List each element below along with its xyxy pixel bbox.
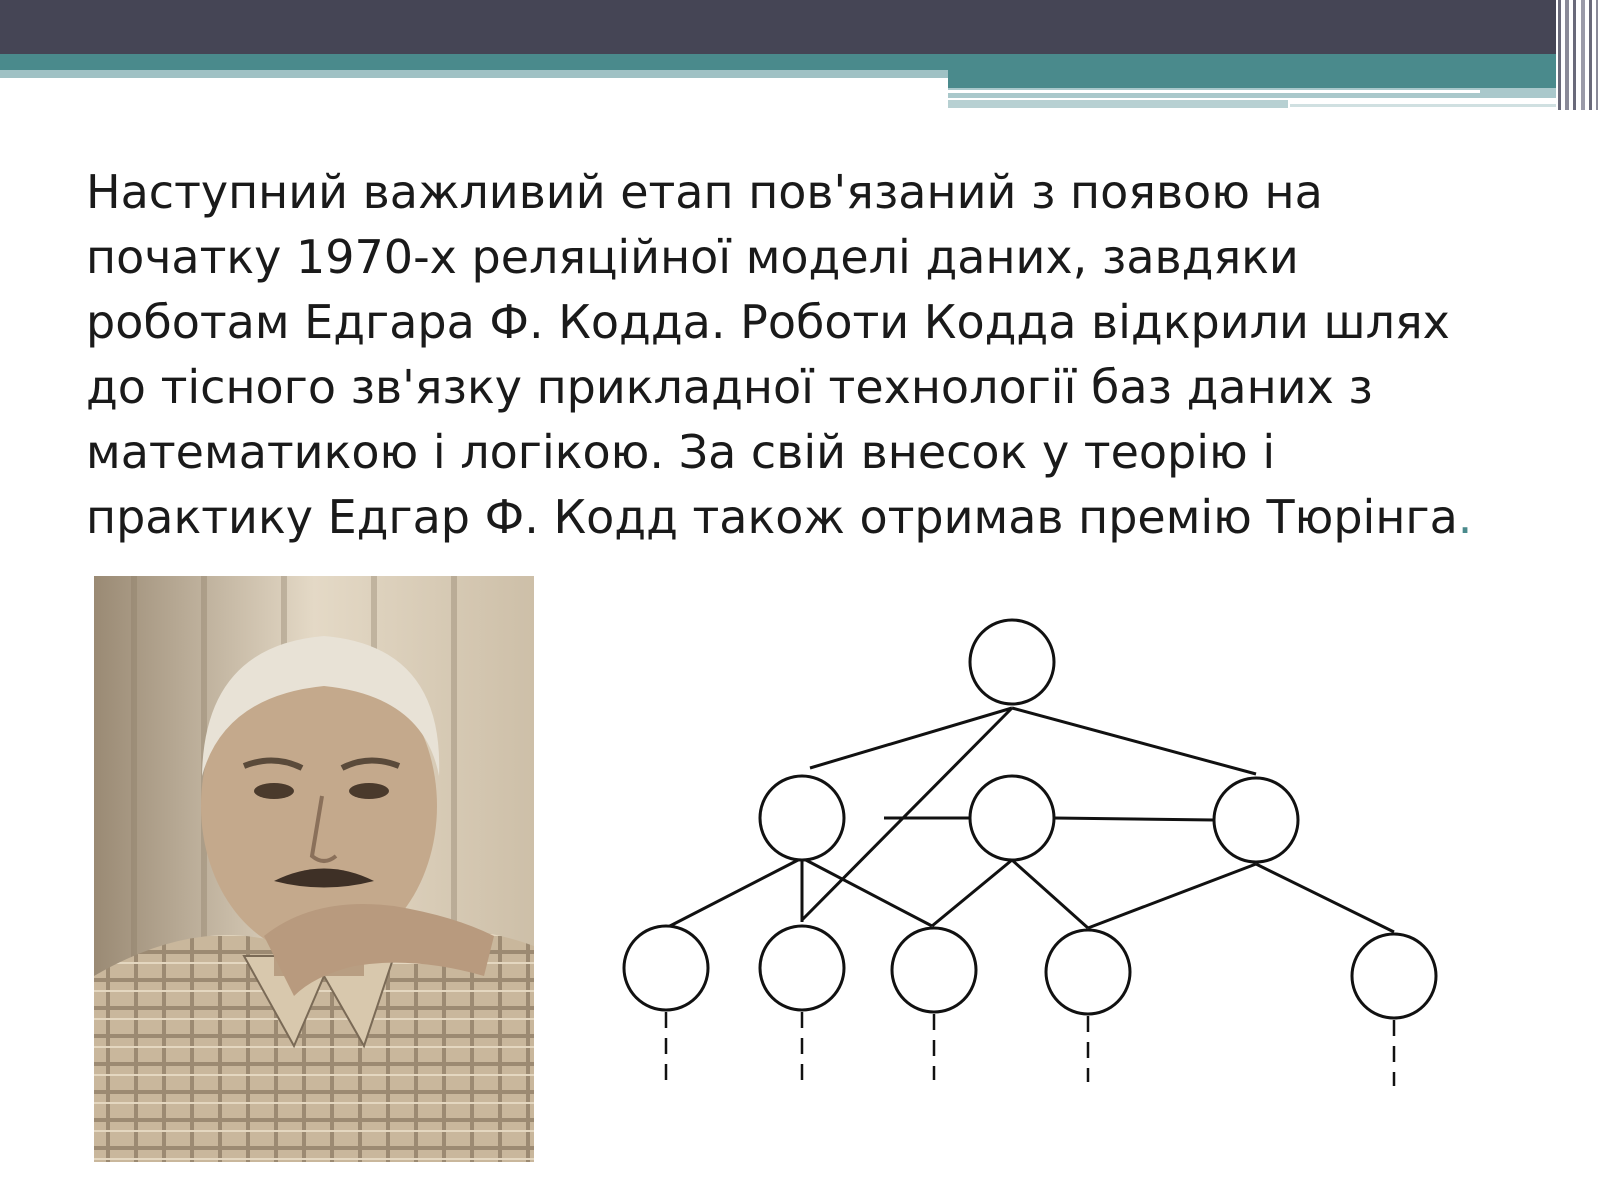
header-accent-band: [0, 54, 1556, 70]
diagram-node: [970, 776, 1054, 860]
header-thin-line: [948, 90, 1480, 93]
edge-stripes: [1556, 0, 1600, 110]
diagram-node: [1214, 778, 1298, 862]
diagram-edge: [802, 858, 932, 926]
slide-paragraph: [86, 160, 1566, 550]
diagram-node: [892, 928, 976, 1012]
diagram-node: [760, 926, 844, 1010]
header-bar: [0, 0, 1556, 54]
diagram-node: [624, 926, 708, 1010]
paragraph-line: математикою і логікою. За свій внесок у теорію і: [86, 425, 1276, 479]
header-thin-line: [948, 100, 1288, 108]
paragraph-line: роботам Едгара Ф. Кодда. Роботи Кодда відкрили шлях: [86, 295, 1450, 349]
portrait-photo: [94, 576, 534, 1162]
diagram-edge: [666, 858, 802, 928]
accent-period: .: [1457, 490, 1473, 544]
paragraph-line-text: практику Едгар Ф. Кодд також отримав премію Тюрінга: [86, 490, 1458, 544]
diagram-edge: [1012, 860, 1088, 928]
paragraph-line: початку 1970-х реляційної моделі даних, завдяки: [86, 230, 1299, 284]
paragraph-line: Наступний важливий етап пов'язаний з появою на: [86, 165, 1323, 219]
diagram-node: [1046, 930, 1130, 1014]
diagram-node: [970, 620, 1054, 704]
diagram-node: [760, 776, 844, 860]
header-light-band: [0, 70, 948, 78]
header-accent-right: [948, 70, 1556, 88]
diagram-edge: [1012, 708, 1256, 774]
network-diagram: [620, 610, 1480, 1110]
paragraph-line-last: [86, 485, 1566, 550]
paragraph-line: до тісного зв'язку прикладної технології баз даних з: [86, 360, 1373, 414]
diagram-edge: [1256, 864, 1394, 932]
diagram-node: [1352, 934, 1436, 1018]
diagram-edge: [1054, 818, 1214, 820]
diagram-edge: [932, 860, 1012, 926]
header-thin-line: [1290, 104, 1556, 107]
portrait-illustration: [94, 576, 534, 1162]
diagram-edge: [1088, 864, 1256, 928]
